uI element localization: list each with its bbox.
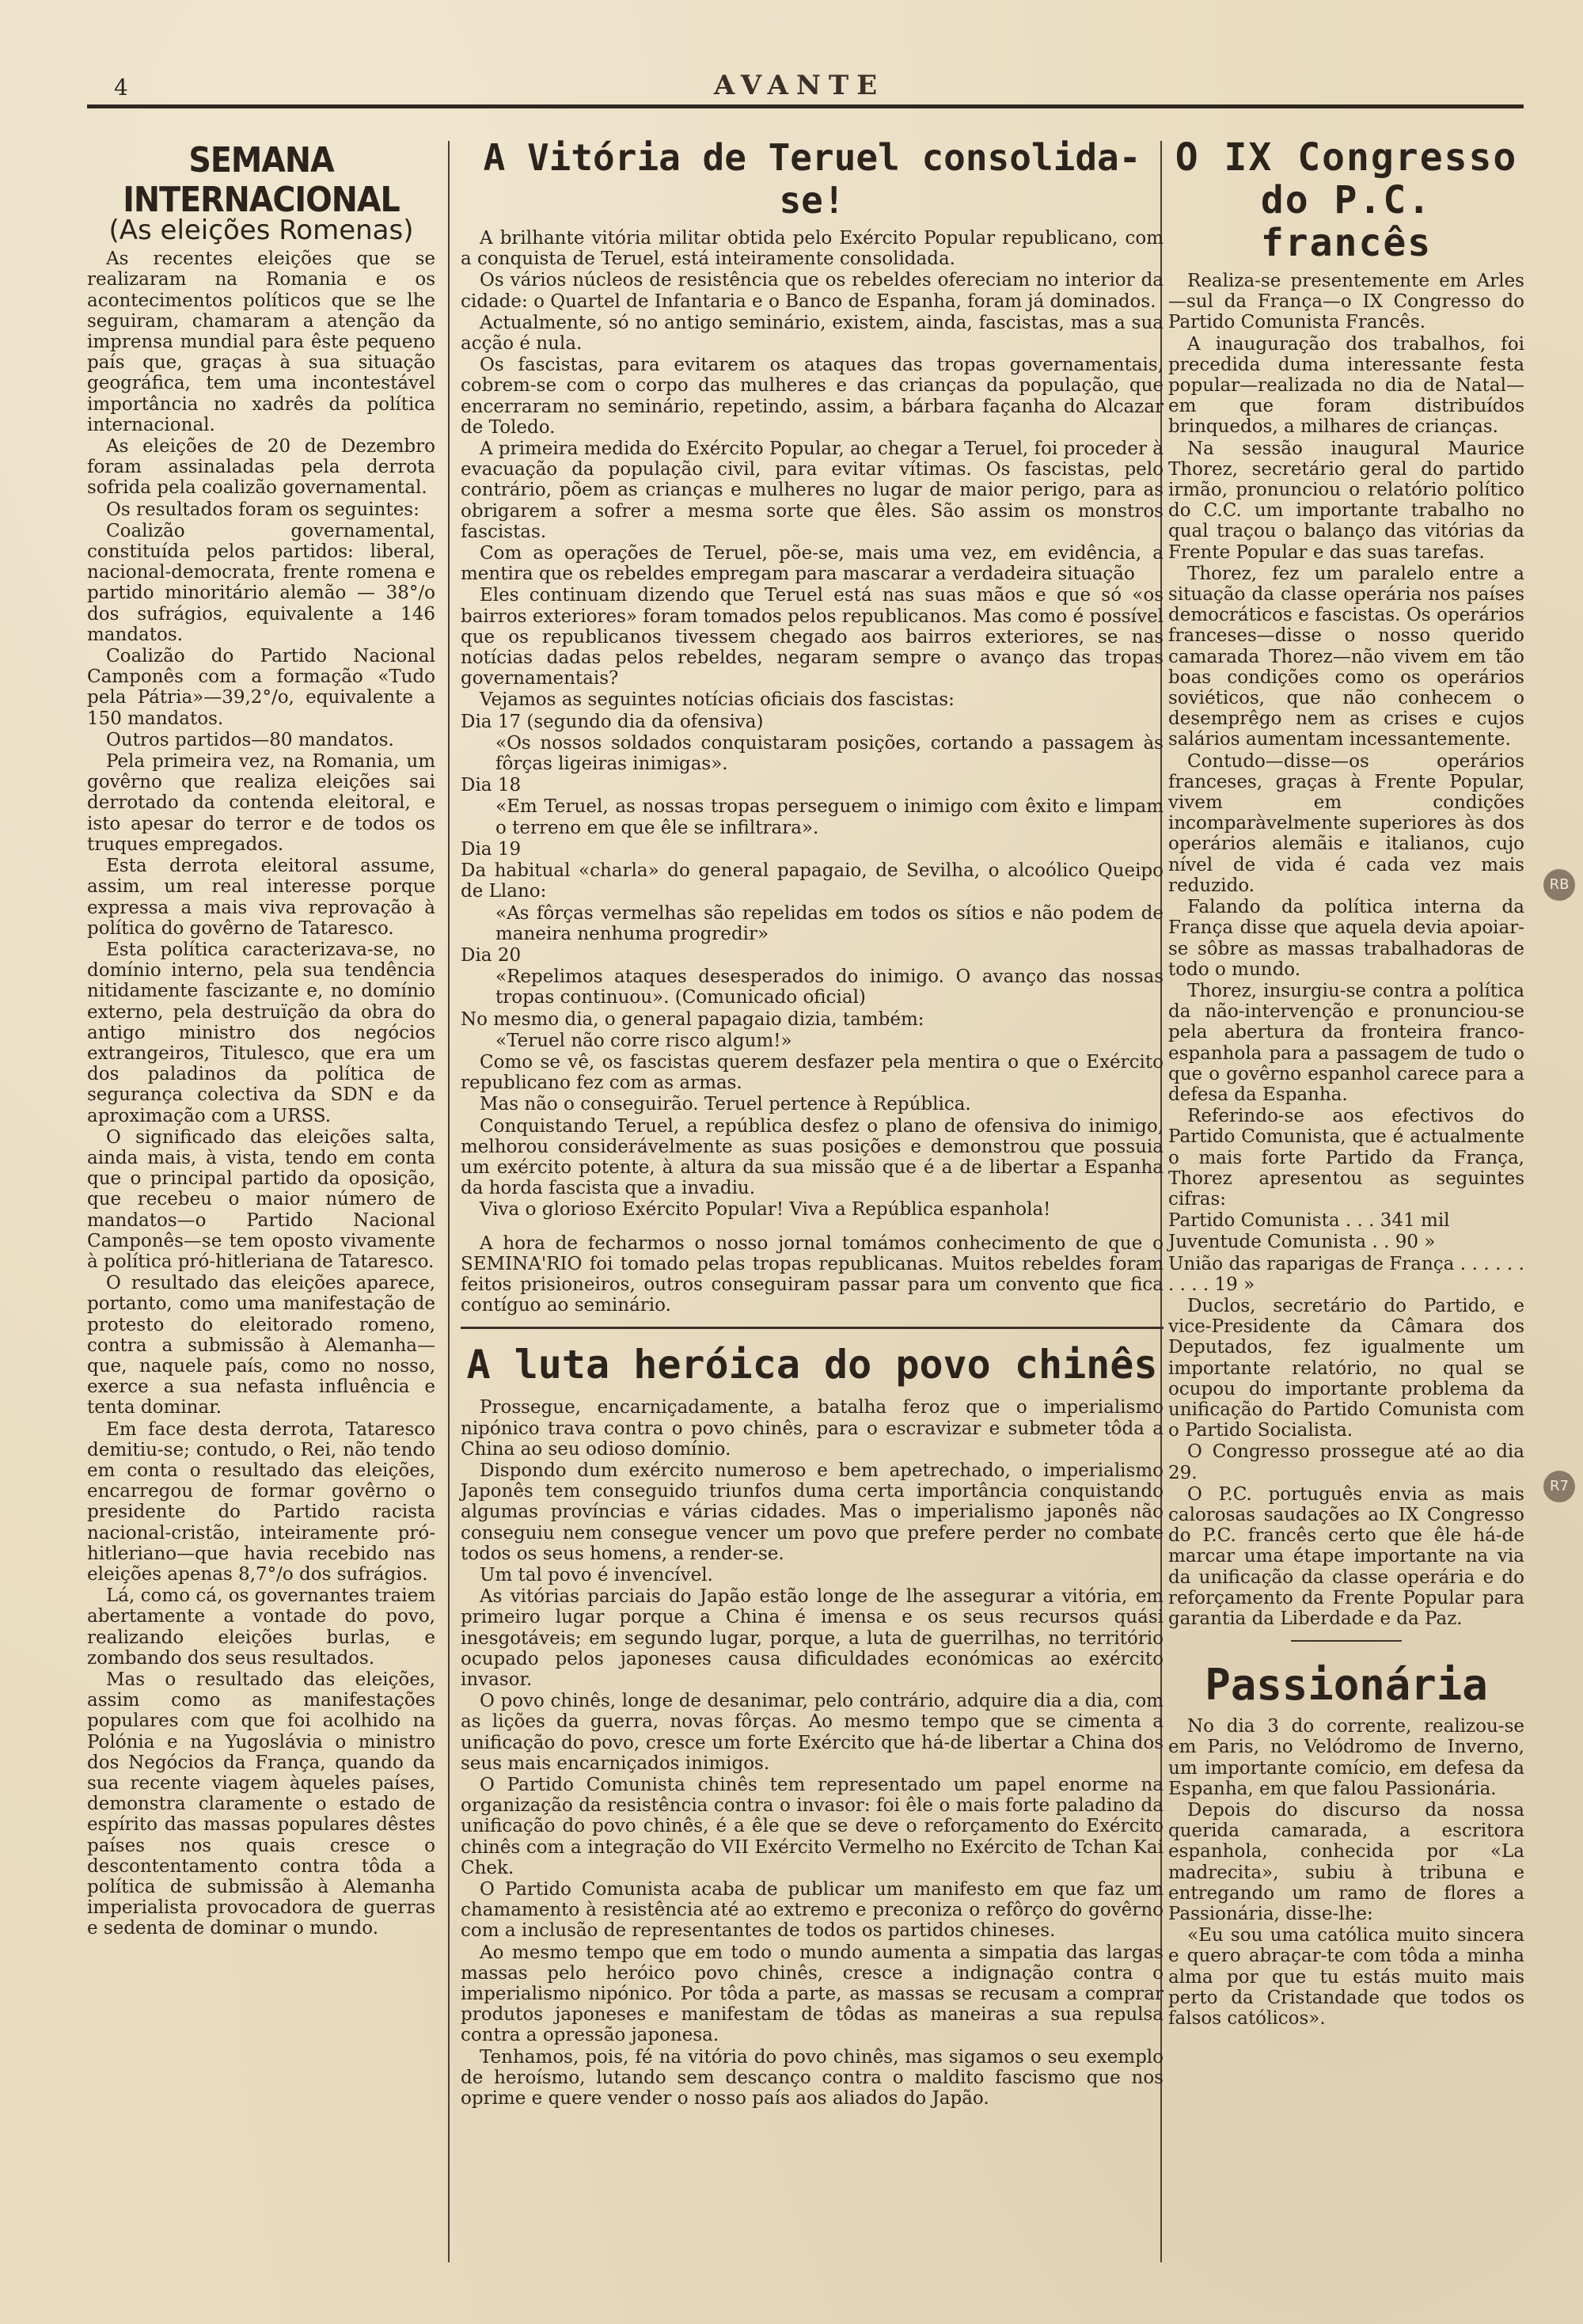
paragraph: Um tal povo é invencível. <box>480 1564 713 1585</box>
semana-internacional-subtitle: (As eleições Romenas) <box>108 215 414 246</box>
paragraph: Como se vê, os fascistas querem desfazer pela mentira o que o Exército republicano fez com as armas. <box>461 1051 1164 1094</box>
dateline-dia-20: Dia 20 <box>461 944 522 966</box>
paragraph: As eleições de 20 de Dezembro foram assinaladas pela derrota sofrida pela coalizão governamental. <box>87 436 435 499</box>
congresso-headline: O IX Congresso do P.C. francês <box>1175 135 1518 265</box>
section-rule <box>1291 1640 1402 1642</box>
paragraph: O povo chinês, longe de desanimar, pelo contrário, adquire dia a dia, com as lições da guerra, novas fôrças. Ao mesmo tempo que se cimenta a unificação do povo, cresce um forte Exército que há-de libertar a China dos seus mais encarniçados inimigos. <box>461 1691 1164 1774</box>
stop-press-paragraph: A hora de fecharmos o nosso jornal tomámos conhecimento de que o SEMINA'RIO foi tomado pelas tropas republicanas. Muitos rebeldes foram feitos prisioneiros, outros conseguiram passar para um convento que fica contíguo ao seminário. <box>461 1232 1164 1316</box>
paragraph: Falando da política interna da França disse que aquela devia apoiar-se sôbre as massas trabalhadoras de todo o mundo. <box>1168 897 1524 980</box>
paragraph: Lá, como cá, os governantes traiem abertamente a vontade do povo, realizando eleições burlas, e zombando dos seus resultados. <box>87 1585 435 1669</box>
paragraph: Duclos, secretário do Partido, e vice-Presidente da Câmara dos Deputados, fez igualmente um importante relatório, no qual se ocupou do importante problema da unificação do Partido Comunista com o Partido Socialista. <box>1168 1295 1524 1441</box>
paragraph: Vejamos as seguintes notícias oficiais dos fascistas: <box>480 689 955 711</box>
paragraph: Os fascistas, para evitarem os ataques das tropas governamentais, cobrem-se com o corpo das mulheres e das crianças da população, que encerraram no seminário, repetindo, assim, a bárbara façanha do Alcazar de Toledo. <box>461 355 1164 438</box>
margin-mark: RB <box>1543 869 1575 901</box>
quote: «Repelimos ataques desesperados do inimigo. O avanço das nossas tropas continuou». (Comunicado oficial) <box>495 966 1164 1008</box>
paragraph: No mesmo dia, o general papagaio dizia, também: <box>461 1008 924 1030</box>
membership-figure: União das raparigas de França . . . . . . . . . . 19 » <box>1168 1253 1524 1295</box>
dateline-dia-18: Dia 18 <box>461 775 522 796</box>
paragraph: «Eu sou uma católica muito sincera e quero abraçar-te com tôda a minha alma por que tu estás muito mais perto da Cristandade que todos os falsos católicos». <box>1168 1925 1524 2030</box>
membership-figure: Partido Comunista . . . 341 mil <box>1168 1210 1450 1232</box>
column-semana-internacional <box>87 136 435 1940</box>
paragraph: Outros partidos—80 mandatos. <box>106 729 394 750</box>
paragraph: Prossegue, encarniçadamente, a batalha feroz que o imperialismo nipónico trava contra o povo chinês, para o escravizar e submeter tôda a China ao seu odioso domínio. <box>461 1397 1164 1460</box>
paragraph: Dispondo dum exército numeroso e bem apetrechado, o imperialismo Japonês tem conseguido triunfos duma certa importância conquistando algumas províncias e várias cidades. Mas o imperialismo japonês não conseguiu nem consegue vencer um povo que prefere perder no combate todos os seus homens, a render-se. <box>461 1460 1164 1564</box>
membership-figure: Juventude Comunista . . 90 » <box>1168 1232 1436 1253</box>
paragraph: A primeira medida do Exército Popular, ao chegar a Teruel, foi proceder à evacuação da população civil, para evitar vítimas. Os fascistas, pelo contrário, põem as crianças e mulheres no lugar de maior perigo, para as obrigarem a sofrer a mesma sorte que êles. São assim os monstros fascistas. <box>461 439 1164 542</box>
paragraph: Coalizão governamental, constituída pelos partidos: liberal, nacional-democrata, frente romena e partido minoritário alemão — 38°/o dos sufrágios, equivalente a 146 mandatos. <box>87 520 435 645</box>
paragraph: Conquistando Teruel, a república desfez o plano de ofensiva do inimigo, melhorou considerávelmente as suas posições e demonstrou que possuia um exército potente, à altura da sua missão que é a de libertar a Espanha da horda fascista que a invadiu. <box>461 1115 1164 1199</box>
quote: «As fôrças vermelhas são repelidas em todos os sítios e não podem de maneira nenhuma progredir» <box>495 902 1164 944</box>
paragraph: No dia 3 do corrente, realizou-se em Paris, no Velódromo de Inverno, um importante comício, em defesa da Espanha, em que falou Passionária. <box>1168 1716 1524 1799</box>
dateline-dia-19: Dia 19 <box>461 838 522 860</box>
paragraph: Mas não o conseguirão. Teruel pertence à República. <box>480 1094 971 1115</box>
teruel-headline: A Vitória de Teruel consolida-se! <box>483 136 1141 222</box>
semana-internacional-title: SEMANA INTERNACIONAL <box>123 140 400 220</box>
paragraph: As recentes eleições que se realizaram na Romania e os acontecimentos políticos que se lhe seguiram, chamaram a atenção da imprensa mundial para êste pequeno país que, graças à sua situação geográfica, tem uma incontestável importância no xadrês da política internacional. <box>87 249 435 435</box>
paragraph: Coalizão do Partido Nacional Camponês com a formação «Tudo pela Pátria»—39,2°/o, equivalente a 150 mandatos. <box>87 646 435 729</box>
paragraph: As vitórias parciais do Japão estão longe de lhe assegurar a vitória, em primeiro lugar porque a China é imensa e os seus recursos quási inesgotáveis; em segundo lugar, porque, a luta de guerrilhas, no território ocupado pelos japoneses causa dificuldades económicas ao exército invasor. <box>461 1586 1164 1690</box>
page-number: 4 <box>114 74 128 101</box>
paragraph: O Partido Comunista chinês tem representado um papel enorme na organização da resistência contra o invasor: foi êle o mais forte paladino da unificação do povo chinês, é a êle que se deve o reforçamento do Exército chinês com a integração do VII Exército Vermelho no Exército de Tchan Kai Chek. <box>461 1775 1164 1878</box>
paragraph: O P.C. português envia as mais calorosas saudações ao IX Congresso do P.C. francês certo que êle há-de marcar uma étape importante na via da unificação da classe operária e do reforçamento da Frente Popular para garantia da Liberdade e da Paz. <box>1168 1483 1524 1629</box>
paragraph: Ao mesmo tempo que em todo o mundo aumenta a simpatia das largas massas pelo heróico povo chinês, cresce a indignação contra o imperialismo nipónico. Por tôda a parte, as massas se recusam a comprar produtos japoneses e manifestam de tôdas as maneiras a sua repulsa contra a opressão japonesa. <box>461 1942 1164 2046</box>
paragraph: Thorez, fez um paralelo entre a situação da classe operária nos países democráticos e fascistas. Os operários franceses—disse o nosso querido camarada Thorez—não vivem em tão boas condições como os operários soviéticos, que não conhecem o desemprêgo nem as crises e cujos salários aumentam incessantemente. <box>1168 563 1524 750</box>
paragraph: O resultado das eleições aparece, portanto, como uma manifestação de protesto do eleitorado romeno, contra a submissão à Alemanha—que, naquele país, como no nosso, exerce a sua nefasta influência e tenta dominar. <box>87 1273 435 1418</box>
margin-mark: R7 <box>1543 1471 1575 1502</box>
paragraph: Depois do discurso da nossa querida camarada, a escritora espanhola, conhecida por «La madrecita», subiu à tribuna e entregando um ramo de flores a Passionária, disse-lhe: <box>1168 1800 1524 1925</box>
dateline-dia-17: Dia 17 (segundo dia da ofensiva) <box>461 711 764 732</box>
quote: «Em Teruel, as nossas tropas perseguem o inimigo com êxito e limpam o terreno em que êle se infiltrara». <box>495 796 1164 838</box>
paragraph: Esta derrota eleitoral assume, assim, um real interesse porque expressa a mais viva reprovação à política do govêrno de Tataresco. <box>87 856 435 939</box>
paragraph: Esta política caracterizava-se, no domínio interno, pela sua tendência nitidamente fascizante e, no domínio externo, pela destruïção da obra do antigo ministro dos negócios extrangeiros, Titulesco, que era um dos paladinos da política de segurança colectiva da SDN e da aproximação com a URSS. <box>87 939 435 1126</box>
paragraph: Thorez, insurgiu-se contra a política da não-intervenção e pronunciou-se pela abertura da fronteira franco-espanhola para a passagem de tudo o que o govêrno espanhol carece para a defesa da Espanha. <box>1168 980 1524 1105</box>
masthead: AVANTE <box>713 70 886 101</box>
paragraph: Da habitual «charla» do general papagaio, de Sevilha, o alcoólico Queipo de Llano: <box>461 860 1164 902</box>
paragraph: Os vários núcleos de resistência que os rebeldes ofereciam no interior da cidade: o Quartel de Infantaria e o Banco de Espanha, foram já dominados. <box>461 270 1164 312</box>
china-headline: A luta heróica do povo chinês <box>466 1342 1158 1388</box>
quote: «Os nossos soldados conquistaram posições, cortando a passagem às fôrças ligeiras inimigas». <box>495 732 1164 775</box>
paragraph: A brilhante vitória militar obtida pelo Exército Popular republicano, com a conquista de Teruel, está inteiramente consolidada. <box>461 228 1164 270</box>
paragraph: Com as operações de Teruel, põe-se, mais uma vez, em evidência, a mentira que os rebeldes empregam para mascarar a verdadeira situação <box>461 543 1164 585</box>
paragraph: A inauguração dos trabalhos, foi precedida duma interessante festa popular—realizada no dia de Natal—em que foram distribuídos brinquedos, a milhares de crianças. <box>1168 333 1524 438</box>
section-rule <box>461 1327 1164 1329</box>
paragraph: Referindo-se aos efectivos do Partido Comunista, que é actualmente o mais forte Partido da França, Thorez apresentou as seguintes cifras: <box>1168 1106 1524 1209</box>
paragraph: O Partido Comunista acaba de publicar um manifesto em que faz um chamamento à resistência até ao extremo e preconiza o refôrço do govêrno com a inclusão de representantes de todos os partidos chineses. <box>461 1879 1164 1942</box>
paragraph: O Congresso prossegue até ao dia 29. <box>1168 1441 1524 1483</box>
column-teruel-china <box>461 136 1164 2109</box>
paragraph: O significado das eleições salta, ainda mais, à vista, tendo em conta que o principal partido da oposição, que recebeu o maior número de mandatos—o Partido Nacional Camponês—se tem oposto vivamente à política pró-hitleriana de Tataresco. <box>87 1126 435 1272</box>
paragraph: Em face desta derrota, Tataresco demitiu-se; contudo, o Rei, não tendo em conta o resultado das eleições, encarregou de formar govêrno o presidente do Partido racista nacional-cristão, inteiramente pró-hitleriano—que havia recebido nas eleições apenas 8,7°/o dos sufrágios. <box>87 1418 435 1585</box>
paragraph: Tenhamos, pois, fé na vitória do povo chinês, mas sigamos o seu exemplo de heroísmo, lutando sem descanço contra o maldito fascismo que nos oprime e quere vender o nosso país aos aliados do Japão. <box>461 2046 1164 2109</box>
page-header <box>87 70 1512 109</box>
header-rule <box>87 104 1524 108</box>
column-congresso-passionaria <box>1168 136 1524 2030</box>
paragraph: Pela primeira vez, na Romania, um govêrno que realiza eleições sai derrotado da contenda eleitoral, e isto apesar do terror e de todos os truques empregados. <box>87 751 435 855</box>
paragraph: Mas o resultado das eleições, assim como as manifestações populares com que foi acolhido na Polónia e na Yugoslávia o ministro dos Negócios da França, quando da sua recente viagem àqueles países, demonstra claramente o estado de espírito das massas populares dêstes países nos quais cresce o descontentamento contra tôda a política de submissão à Alemanha imperialista provocadora de guerras e sedenta de dominar o mundo. <box>87 1669 435 1939</box>
paragraph: Actualmente, só no antigo seminário, existem, ainda, fascistas, mas a sua acção é nula. <box>461 312 1164 355</box>
paragraph: Na sessão inaugural Maurice Thorez, secretário geral do partido irmão, pronunciou o relatório político do C.C. um importante trabalho no qual traçou o balanço das vitórias da Frente Popular e das suas tarefas. <box>1168 438 1524 563</box>
passionaria-headline: Passionária <box>1205 1660 1488 1711</box>
quote: «Teruel não corre risco algum!» <box>495 1030 792 1051</box>
column-divider <box>448 141 450 2262</box>
paragraph: Realiza-se presentemente em Arles—sul da França—o IX Congresso do Partido Comunista Francês. <box>1168 271 1524 333</box>
paragraph: Contudo—disse—os operários franceses, graças à Frente Popular, vivem em condições incomparàvelmente superiores às dos operários alemãis e italianos, cujo nível de vida é cada vez mais reduzido. <box>1168 750 1524 896</box>
paragraph: Eles continuam dizendo que Teruel está nas suas mãos e que só «os bairros exteriores» foram tomados pelos republicanos. Mas como é possível que os republicanos tivessem chegado aos bairros exteriores, se nas notícias dadas pelos rebeldes, negaram sempre o avanço das tropas governamentais? <box>461 585 1164 689</box>
paragraph: Viva o glorioso Exército Popular! Viva a República espanhola! <box>480 1199 1051 1221</box>
paragraph: Os resultados foram os seguintes: <box>106 499 419 520</box>
